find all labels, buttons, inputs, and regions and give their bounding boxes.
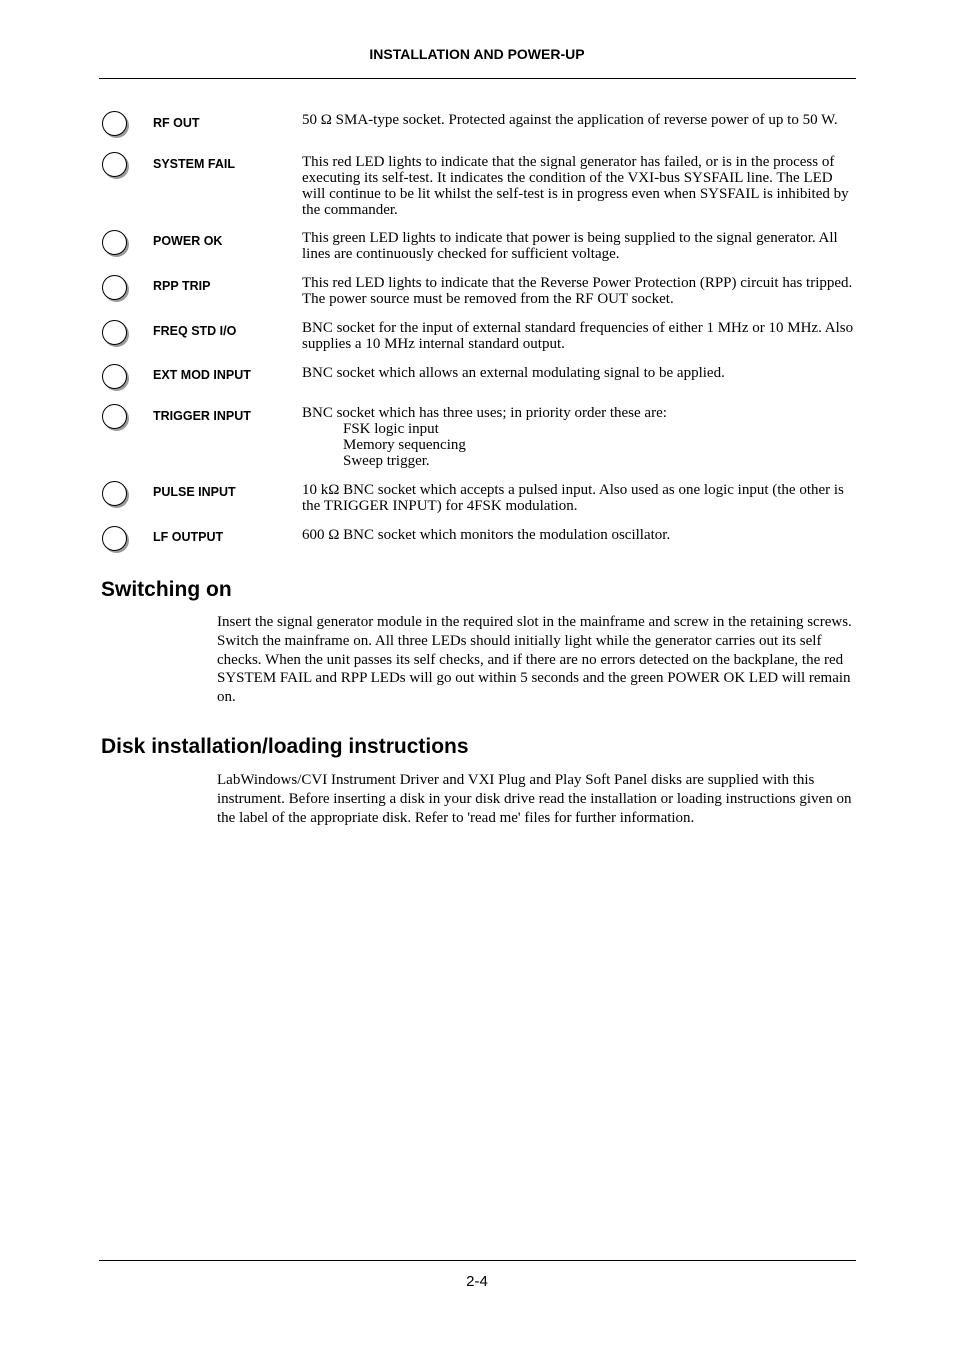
connector-circle-icon (102, 320, 127, 345)
connector-circle-icon (102, 275, 127, 300)
trigger-use-item: FSK logic input (343, 421, 439, 437)
connector-label: EXT MOD INPUT (153, 368, 251, 382)
connector-circle-icon (102, 152, 127, 177)
header-rule (99, 78, 856, 79)
page-number: 2-4 (466, 1273, 488, 1290)
connector-description: This green LED lights to indicate that power is being supplied to the signal generator. All lines are continuously checked for sufficient voltage. (302, 230, 838, 262)
connector-circle-icon (102, 111, 127, 136)
connector-label: TRIGGER INPUT (153, 409, 251, 423)
connector-circle-icon (102, 364, 127, 389)
connector-row-trigger-input (0, 403, 954, 469)
trigger-description: BNC socket which has three uses; in priority order these are: (302, 405, 667, 421)
connector-row-lf-output (0, 525, 954, 565)
connector-label: PULSE INPUT (153, 485, 236, 499)
connector-row-power-ok (0, 228, 954, 268)
section-heading-disk-installation: Disk installation/loading instructions (101, 735, 469, 758)
page-header-title: INSTALLATION AND POWER-UP (369, 46, 585, 62)
connector-row-ext-mod (0, 363, 954, 403)
connector-row-rf-out (0, 110, 954, 150)
connector-label: LF OUTPUT (153, 530, 224, 544)
connector-circle-icon (102, 481, 127, 506)
section-body-disk-installation: LabWindows/CVI Instrument Driver and VXI Plug and Play Soft Panel disks are supplied with this instrument. Before inserting a disk in your disk drive read the installation or loading instructions given on the label of the appropriate disk. Refer to 'read me' files for further information. (217, 772, 852, 826)
connector-circle-icon (102, 230, 127, 255)
connector-label: RPP TRIP (153, 279, 211, 293)
connector-circle-icon (102, 526, 127, 551)
connector-description: 10 kΩ BNC socket which accepts a pulsed input. Also used as one logic input (the other is the TRIGGER INPUT) for 4FSK modulation. (302, 482, 844, 514)
footer-rule (99, 1260, 856, 1261)
connector-row-freq-std (0, 318, 954, 358)
connector-description: 50 Ω SMA-type socket. Protected against the application of reverse power of up to 50 W. (302, 112, 838, 128)
section-heading-switching-on: Switching on (101, 578, 232, 601)
connector-description (302, 405, 858, 469)
connector-row-rpp-trip (0, 273, 954, 313)
section-body-switching-on: Insert the signal generator module in the required slot in the mainframe and screw in the retaining screws. Switch the mainframe on. All three LEDs should initially light while the generator carries out its self checks. When the unit passes its self checks, and if there are no errors detected on the backplane, the red SYSTEM FAIL and RPP LEDs will go out within 5 seconds and the green POWER OK LED will remain on. (217, 614, 852, 706)
connector-row-pulse-input (0, 480, 954, 520)
connector-row-system-fail (0, 151, 954, 218)
connector-label: FREQ STD I/O (153, 324, 237, 338)
connector-label: SYSTEM FAIL (153, 157, 235, 171)
trigger-use-item: Memory sequencing (343, 437, 466, 453)
connector-label: POWER OK (153, 234, 223, 248)
connector-description: This red LED lights to indicate that the signal generator has failed, or is in the process of executing its self-test. It indicates the condition of the VXI-bus SYSFAIL line. The LED will continue to be lit whilst the self-test is in progress even when SYSFAIL is inhibited by the commander. (302, 154, 849, 218)
connector-description: BNC socket for the input of external standard frequencies of either 1 MHz or 10 MHz. Also supplies a 10 MHz internal standard output. (302, 320, 854, 352)
connector-label: RF OUT (153, 116, 200, 130)
connector-description: This red LED lights to indicate that the Reverse Power Protection (RPP) circuit has tripped. The power source must be removed from the RF OUT socket. (302, 275, 853, 307)
connector-description: 600 Ω BNC socket which monitors the modulation oscillator. (302, 527, 671, 543)
trigger-use-item: Sweep trigger. (343, 453, 430, 469)
connector-circle-icon (102, 404, 127, 429)
connector-description: BNC socket which allows an external modulating signal to be applied. (302, 365, 725, 381)
